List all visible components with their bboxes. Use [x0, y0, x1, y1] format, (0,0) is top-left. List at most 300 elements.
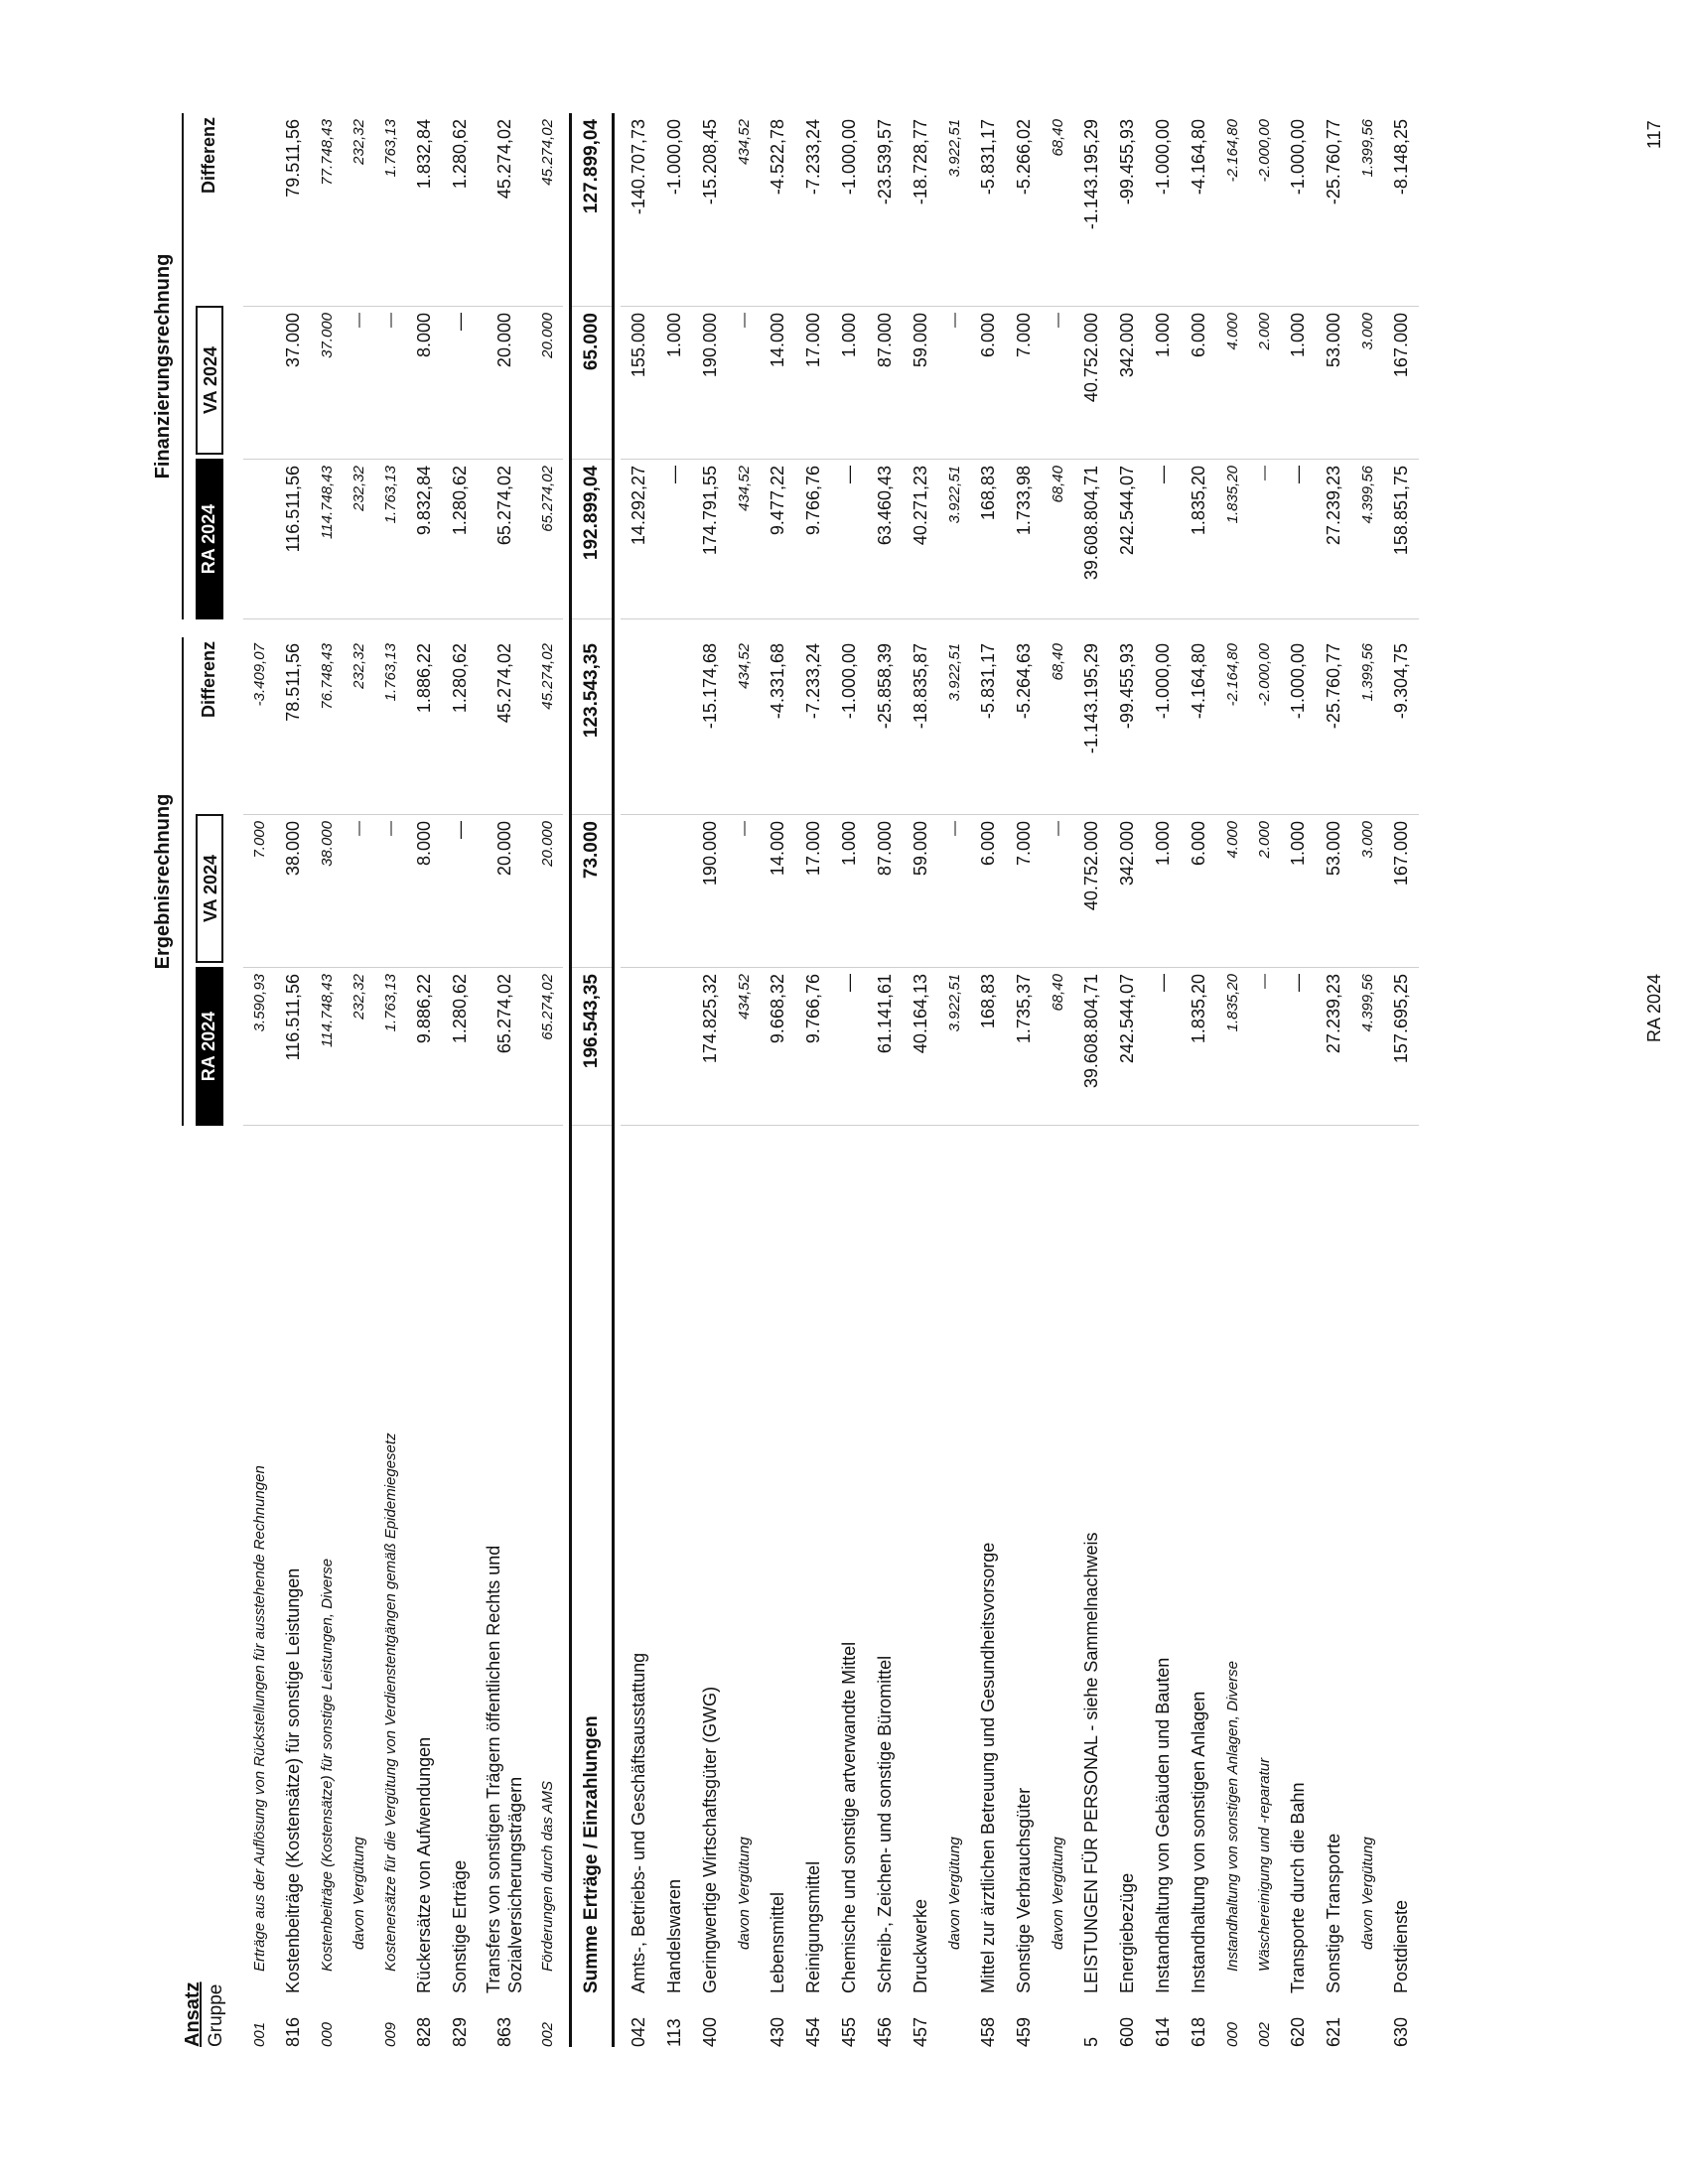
cell-va-ergebnis: 20.000 — [478, 814, 531, 963]
cell-ra-finanzierung: 3.922,51 — [938, 459, 970, 619]
cell-diff-ergebnis: -18.835,87 — [910, 643, 930, 730]
table-row — [1073, 113, 1109, 2047]
cell-va-ergebnis: 6.000 — [1181, 814, 1216, 963]
table-row — [1181, 113, 1216, 2047]
cell-ra-finanzierung: 4.399,56 — [1351, 459, 1383, 619]
cell-ra-ergebnis — [656, 967, 692, 1126]
row-label: davon Vergütung — [735, 1837, 753, 1950]
cell-diff-ergebnis: -1.000,00 — [1152, 643, 1173, 720]
cell-diff-ergebnis: 45.274,02 — [493, 643, 514, 724]
row-label-line2: Sozialversicherungsträgern — [505, 1776, 525, 1993]
cell-diff-finanzierung: -2.000,00 — [1255, 119, 1273, 183]
table-row — [621, 113, 656, 2047]
cell-va-ergebnis: 2.000 — [1248, 814, 1280, 963]
row-code: 000 — [1223, 2021, 1241, 2047]
table-row — [1383, 113, 1419, 2047]
cell-ra-ergebnis: 1.835,20 — [1216, 967, 1248, 1126]
table-row — [374, 113, 406, 2047]
cell-diff-ergebnis: 1.763,13 — [381, 643, 399, 702]
row-label-line1: Transfers von sonstigen Trägern öffentlichen Rechts und — [484, 1545, 503, 1993]
cell-ra-finanzierung: 40.271,23 — [903, 459, 938, 619]
row-label: davon Vergütung — [945, 1837, 963, 1950]
row-label: Förderungen durch das AMS — [538, 1780, 556, 1972]
cell-ra-ergebnis: 1.280,62 — [442, 967, 478, 1126]
row-label: Kostenbeiträge (Kostensätze) für sonstige Leistungen, Diverse — [318, 1558, 336, 1972]
table-row — [1351, 113, 1383, 2047]
cell-va-ergebnis: 1.000 — [1145, 814, 1181, 963]
cell-va-ergebnis: — — [1042, 814, 1073, 963]
cell-diff-ergebnis: -25.760,77 — [1323, 643, 1343, 730]
cell-ra-finanzierung: 9.832,84 — [406, 459, 442, 619]
cell-diff-finanzierung — [243, 113, 275, 302]
cell-va-ergebnis: — — [938, 814, 970, 963]
row-code — [572, 1997, 612, 2047]
cell-va-ergebnis: 7.000 — [1006, 814, 1042, 963]
table-row — [275, 113, 311, 2047]
cell-ra-finanzierung: 14.292,27 — [621, 459, 656, 619]
cell-diff-finanzierung: 1.399,56 — [1358, 119, 1376, 178]
cell-ra-finanzierung: — — [656, 459, 692, 619]
cell-diff-ergebnis: -5.831,17 — [977, 643, 998, 720]
row-code: 009 — [381, 2021, 399, 2047]
cell-diff-finanzierung: 1.832,84 — [413, 119, 434, 190]
cell-diff-ergebnis: 123.543,35 — [581, 643, 602, 739]
cell-ra-ergebnis: 68,40 — [1042, 967, 1073, 1126]
cell-va-ergebnis: 14.000 — [760, 814, 795, 963]
cell-va-ergebnis: 38.000 — [275, 814, 311, 963]
cell-va-finanzierung: 17.000 — [795, 306, 831, 455]
cell-va-finanzierung: 6.000 — [1181, 306, 1216, 455]
table-row — [243, 113, 275, 2047]
row-label: Wäschereinigung und -reparatur — [1255, 1757, 1273, 1972]
cell-ra-finanzierung: 1.835,20 — [1181, 459, 1216, 619]
cell-ra-ergebnis: — — [1248, 967, 1280, 1126]
cell-ra-ergebnis: 40.164,13 — [903, 967, 938, 1126]
row-label: davon Vergütung — [1049, 1837, 1066, 1950]
cell-ra-finanzierung: — — [1280, 459, 1316, 619]
cell-diff-finanzierung: -4.522,78 — [767, 119, 787, 196]
cell-diff-finanzierung: -15.208,45 — [699, 119, 720, 205]
cell-diff-ergebnis: 76.748,43 — [318, 643, 336, 710]
cell-diff-ergebnis: -9.304,75 — [1390, 643, 1411, 720]
row-code: 618 — [1188, 2016, 1208, 2047]
cell-va-ergebnis: 38.000 — [311, 814, 343, 963]
cell-diff-finanzierung: -1.000,00 — [1152, 119, 1173, 196]
row-code: 454 — [802, 2016, 823, 2047]
col-va-ergebnis: VA 2024 — [196, 814, 223, 963]
cell-va-ergebnis: — — [442, 814, 478, 963]
cell-va-ergebnis: — — [343, 814, 374, 963]
cell-va-ergebnis: 342.000 — [1109, 814, 1145, 963]
cell-diff-finanzierung: 45.274,02 — [493, 119, 514, 200]
cell-ra-ergebnis: 116.511,56 — [275, 967, 311, 1126]
cell-ra-ergebnis: 65.274,02 — [478, 967, 531, 1126]
cell-ra-ergebnis: 27.239,23 — [1316, 967, 1351, 1126]
cell-diff-finanzierung: -99.455,93 — [1116, 119, 1137, 205]
cell-va-ergebnis: 3.000 — [1351, 814, 1383, 963]
cell-diff-finanzierung: -4.164,80 — [1188, 119, 1208, 196]
cell-ra-ergebnis — [621, 967, 656, 1126]
cell-diff-ergebnis: -3.409,07 — [250, 643, 268, 707]
cell-ra-ergebnis: — — [831, 967, 867, 1126]
cell-diff-finanzierung: -5.266,02 — [1013, 119, 1034, 196]
cell-va-finanzierung: — — [728, 306, 760, 455]
cell-diff-finanzierung: -1.143.195,29 — [1080, 119, 1101, 230]
cell-va-finanzierung: 20.000 — [478, 306, 531, 455]
cell-diff-ergebnis: -7.233,24 — [802, 643, 823, 720]
section-ergebnisrechnung: Ergebnisrechnung — [146, 637, 184, 1126]
cell-va-ergebnis: 190.000 — [692, 814, 728, 963]
row-code: 002 — [1255, 2021, 1273, 2047]
cell-diff-finanzierung: -1.000,00 — [663, 119, 684, 196]
cell-va-finanzierung — [243, 306, 275, 455]
row-code: 430 — [767, 2016, 787, 2047]
cell-va-finanzierung: — — [1042, 306, 1073, 455]
cell-diff-ergebnis: 78.511,56 — [282, 643, 303, 722]
cell-ra-ergebnis: 9.668,32 — [760, 967, 795, 1126]
row-label: Summe Erträge / Einzahlungen — [581, 1715, 602, 1993]
cell-diff-finanzierung: 68,40 — [1049, 119, 1066, 157]
row-label: Instandhaltung von Gebäuden und Bauten — [1152, 1657, 1173, 1993]
cell-ra-finanzierung: 27.239,23 — [1316, 459, 1351, 619]
row-code: 455 — [838, 2016, 859, 2047]
cell-diff-ergebnis: -4.164,80 — [1188, 643, 1208, 720]
table-row — [478, 113, 531, 2047]
cell-diff-finanzierung: 434,52 — [735, 119, 753, 165]
cell-va-finanzierung: 1.000 — [831, 306, 867, 455]
cell-diff-ergebnis: 434,52 — [735, 643, 753, 689]
row-code: 620 — [1287, 2016, 1308, 2047]
row-code — [728, 1997, 760, 2047]
footer-report-label: RA 2024 — [1644, 973, 1664, 1042]
cell-va-ergebnis: 1.000 — [1280, 814, 1316, 963]
cell-ra-finanzierung: 158.851,75 — [1383, 459, 1419, 619]
row-label: Instandhaltung von sonstigen Anlagen, Diverse — [1223, 1661, 1241, 1972]
cell-diff-finanzierung: 1.280,62 — [449, 119, 470, 190]
row-code: 621 — [1323, 2016, 1343, 2047]
row-code: 5 — [1080, 2036, 1101, 2047]
cell-diff-ergebnis: 232,32 — [350, 643, 367, 689]
table-row — [343, 113, 374, 2047]
cell-ra-finanzierung — [243, 459, 275, 619]
cell-va-ergebnis: 4.000 — [1216, 814, 1248, 963]
row-code: 614 — [1152, 2016, 1173, 2047]
cell-ra-finanzierung: 1.280,62 — [442, 459, 478, 619]
cell-ra-ergebnis: — — [1145, 967, 1181, 1126]
cell-ra-ergebnis: 1.835,20 — [1181, 967, 1216, 1126]
row-label: davon Vergütung — [1358, 1837, 1376, 1950]
cell-va-ergebnis: 8.000 — [406, 814, 442, 963]
cell-ra-finanzierung: 1.835,20 — [1216, 459, 1248, 619]
cell-va-ergebnis: 7.000 — [243, 814, 275, 963]
cell-ra-ergebnis: 434,52 — [728, 967, 760, 1126]
col-ra-ergebnis: RA 2024 — [196, 967, 223, 1126]
cell-va-finanzierung: 37.000 — [311, 306, 343, 455]
row-code: 630 — [1390, 2016, 1411, 2047]
cell-diff-ergebnis — [656, 637, 692, 810]
row-code: 001 — [250, 2021, 268, 2047]
row-label: Schreib-, Zeichen- und sonstige Büromittel — [874, 1655, 895, 1993]
cell-va-ergebnis: 167.000 — [1383, 814, 1419, 963]
cell-va-ergebnis — [621, 814, 656, 963]
cell-va-ergebnis: 1.000 — [831, 814, 867, 963]
row-label: Postdienste — [1390, 1899, 1411, 1993]
col-ra-finanzierung: RA 2024 — [196, 459, 223, 619]
table-row — [795, 113, 831, 2047]
row-code — [1042, 1997, 1073, 2047]
cell-va-ergebnis: — — [728, 814, 760, 963]
cell-va-finanzierung: 1.000 — [1145, 306, 1181, 455]
cell-ra-ergebnis: 1.763,13 — [374, 967, 406, 1126]
cell-ra-ergebnis: 3.922,51 — [938, 967, 970, 1126]
cell-ra-finanzierung: 168,83 — [970, 459, 1006, 619]
cell-ra-finanzierung: 434,52 — [728, 459, 760, 619]
cell-diff-finanzierung: -18.728,77 — [910, 119, 930, 205]
cell-diff-finanzierung: 1.763,13 — [381, 119, 399, 178]
cell-diff-ergebnis: -1.000,00 — [1287, 643, 1308, 720]
cell-va-finanzierung: 59.000 — [903, 306, 938, 455]
row-label: Mittel zur ärztlichen Betreuung und Gesundheitsvorsorge — [977, 1542, 998, 1993]
row-label: Sonstige Erträge — [449, 1859, 470, 1993]
table-row — [867, 113, 903, 2047]
cell-diff-finanzierung: 232,32 — [350, 119, 367, 165]
row-label: Amts-, Betriebs- und Geschäftsausstattung — [628, 1652, 648, 1993]
cell-va-ergebnis: 73.000 — [572, 814, 612, 963]
cell-diff-finanzierung: -5.831,17 — [977, 119, 998, 196]
cell-va-finanzierung: 167.000 — [1383, 306, 1419, 455]
cell-ra-ergebnis: 9.886,22 — [406, 967, 442, 1126]
cell-va-finanzierung: 20.000 — [531, 306, 563, 455]
row-code: 863 — [493, 2016, 514, 2047]
cell-diff-finanzierung: -7.233,24 — [802, 119, 823, 196]
table-body — [243, 113, 1419, 2047]
cell-va-ergebnis: 59.000 — [903, 814, 938, 963]
cell-ra-ergebnis: 196.543,35 — [572, 967, 612, 1126]
cell-va-finanzierung: 8.000 — [406, 306, 442, 455]
table-row — [728, 113, 760, 2047]
cell-ra-finanzierung: — — [1248, 459, 1280, 619]
cell-diff-ergebnis: 1.280,62 — [449, 643, 470, 714]
cell-ra-finanzierung: 116.511,56 — [275, 459, 311, 619]
row-label: Rückersätze von Aufwendungen — [413, 1736, 434, 1993]
cell-va-finanzierung: 1.000 — [656, 306, 692, 455]
cell-va-finanzierung: 1.000 — [1280, 306, 1316, 455]
cell-va-finanzierung: 4.000 — [1216, 306, 1248, 455]
cell-va-finanzierung: — — [938, 306, 970, 455]
cell-va-finanzierung: 190.000 — [692, 306, 728, 455]
row-label: Geringwertige Wirtschaftsgüter (GWG) — [699, 1686, 720, 1993]
row-code: 400 — [699, 2016, 720, 2047]
row-label: Reinigungsmittel — [802, 1860, 823, 1993]
cell-diff-ergebnis: -25.858,39 — [874, 643, 895, 730]
cell-va-finanzierung: 87.000 — [867, 306, 903, 455]
cell-ra-finanzierung: 232,32 — [343, 459, 374, 619]
table-row — [1280, 113, 1316, 2047]
row-code: 000 — [318, 2021, 336, 2047]
cell-ra-finanzierung: — — [1145, 459, 1181, 619]
table-row — [1042, 113, 1073, 2047]
cell-ra-finanzierung: 65.274,02 — [531, 459, 563, 619]
cell-va-ergebnis: 17.000 — [795, 814, 831, 963]
cell-diff-ergebnis: 1.886,22 — [413, 643, 434, 714]
cell-diff-ergebnis: -1.000,00 — [838, 643, 859, 720]
cell-diff-ergebnis: -99.455,93 — [1116, 643, 1137, 730]
cell-diff-finanzierung: -140.707,73 — [628, 119, 648, 215]
cell-ra-ergebnis: 65.274,02 — [531, 967, 563, 1126]
cell-va-ergebnis: 20.000 — [531, 814, 563, 963]
row-label: LEISTUNGEN FÜR PERSONAL - siehe Sammelnachweis — [1080, 1532, 1101, 1993]
cell-va-ergebnis — [656, 814, 692, 963]
cell-diff-ergebnis: 1.399,56 — [1358, 643, 1376, 702]
cell-ra-finanzierung: 1.763,13 — [374, 459, 406, 619]
cell-va-finanzierung: 342.000 — [1109, 306, 1145, 455]
table-row — [569, 113, 615, 2047]
row-label: Druckwerke — [910, 1898, 930, 1993]
gruppe-heading: Gruppe — [206, 1983, 226, 2047]
cell-ra-finanzierung: 65.274,02 — [478, 459, 531, 619]
cell-va-ergebnis: — — [374, 814, 406, 963]
cell-ra-ergebnis: — — [1280, 967, 1316, 1126]
cell-ra-finanzierung: 68,40 — [1042, 459, 1073, 619]
cell-ra-finanzierung: 174.791,55 — [692, 459, 728, 619]
row-label — [478, 1130, 531, 1993]
cell-diff-finanzierung: -1.000,00 — [838, 119, 859, 196]
cell-va-ergebnis: 53.000 — [1316, 814, 1351, 963]
table-row — [442, 113, 478, 2047]
cell-ra-ergebnis: 39.608.804,71 — [1073, 967, 1109, 1126]
row-label: Sonstige Transporte — [1323, 1833, 1343, 1993]
col-diff-ergebnis: Differenz — [199, 641, 218, 719]
table-row — [311, 113, 343, 2047]
row-label: Kostenersätze für die Vergütung von Verdienstentgängen gemäß Epidemiegesetz — [381, 1433, 399, 1972]
row-code: 456 — [874, 2016, 895, 2047]
table-row — [1316, 113, 1351, 2047]
table-row — [1006, 113, 1042, 2047]
cell-va-finanzierung: 65.000 — [572, 306, 612, 455]
cell-diff-ergebnis: -15.174,68 — [699, 643, 720, 730]
row-code: 828 — [413, 2016, 434, 2047]
cell-diff-ergebnis: 68,40 — [1049, 643, 1066, 681]
cell-diff-ergebnis: -1.143.195,29 — [1080, 643, 1101, 754]
column-header-row — [184, 113, 243, 2047]
cell-va-finanzierung: 53.000 — [1316, 306, 1351, 455]
cell-ra-finanzierung: 1.733,98 — [1006, 459, 1042, 619]
table-row — [406, 113, 442, 2047]
row-label: Handelswaren — [663, 1878, 684, 1993]
cell-va-ergebnis: 87.000 — [867, 814, 903, 963]
cell-diff-ergebnis: 3.922,51 — [945, 643, 963, 702]
cell-diff-finanzierung: -8.148,25 — [1390, 119, 1411, 196]
row-code: 457 — [910, 2016, 930, 2047]
row-label: davon Vergütung — [350, 1837, 367, 1950]
table-row — [656, 113, 692, 2047]
cell-ra-ergebnis: 4.399,56 — [1351, 967, 1383, 1126]
section-finanzierungsrechnung: Finanzierungsrechnung — [146, 113, 184, 619]
row-code: 458 — [977, 2016, 998, 2047]
cell-ra-ergebnis: 9.766,76 — [795, 967, 831, 1126]
cell-ra-finanzierung: 9.477,22 — [760, 459, 795, 619]
cell-ra-finanzierung: 9.766,76 — [795, 459, 831, 619]
table-row — [760, 113, 795, 2047]
cell-diff-finanzierung: 127.899,04 — [581, 119, 602, 214]
row-code: 459 — [1013, 2016, 1034, 2047]
cell-diff-finanzierung: -25.760,77 — [1323, 119, 1343, 205]
row-code: 002 — [538, 2021, 556, 2047]
row-code: 042 — [628, 2016, 648, 2047]
cell-ra-finanzierung: 192.899,04 — [572, 459, 612, 619]
cell-diff-ergebnis: 45.274,02 — [538, 643, 556, 710]
cell-va-finanzierung: — — [374, 306, 406, 455]
table-row — [970, 113, 1006, 2047]
row-label: Erträge aus der Auflösung von Rückstellungen für ausstehende Rechnungen — [250, 1465, 268, 1972]
cell-ra-finanzierung: 242.544,07 — [1109, 459, 1145, 619]
cell-diff-finanzierung: 3.922,51 — [945, 119, 963, 178]
row-label: Lebensmittel — [767, 1891, 787, 1993]
cell-ra-ergebnis: 1.735,37 — [1006, 967, 1042, 1126]
cell-ra-ergebnis: 157.695,25 — [1383, 967, 1419, 1126]
row-label: Kostenbeiträge (Kostensätze) für sonstige Leistungen — [282, 1568, 303, 1993]
row-code — [938, 1997, 970, 2047]
cell-ra-finanzierung: 63.460,43 — [867, 459, 903, 619]
cell-va-finanzierung: 2.000 — [1248, 306, 1280, 455]
cell-ra-ergebnis: 242.544,07 — [1109, 967, 1145, 1126]
table-row — [531, 113, 563, 2047]
table-row — [1216, 113, 1248, 2047]
row-label: Energiebezüge — [1116, 1872, 1137, 1993]
row-label: Transporte durch die Bahn — [1287, 1782, 1308, 1993]
cell-va-finanzierung: 40.752.000 — [1073, 306, 1109, 455]
row-code: 113 — [663, 2018, 684, 2047]
cell-va-finanzierung: 37.000 — [275, 306, 311, 455]
cell-va-ergebnis: 6.000 — [970, 814, 1006, 963]
cell-diff-finanzierung: -2.164,80 — [1223, 119, 1241, 183]
row-code — [1351, 1997, 1383, 2047]
row-code: 600 — [1116, 2016, 1137, 2047]
page-number: 117 — [1644, 120, 1664, 149]
cell-ra-ergebnis: 114.748,43 — [311, 967, 343, 1126]
col-diff-finanzierung: Differenz — [199, 117, 218, 195]
cell-diff-finanzierung: 79.511,56 — [282, 119, 303, 198]
cell-ra-ergebnis: 3.590,93 — [243, 967, 275, 1126]
cell-va-finanzierung: 14.000 — [760, 306, 795, 455]
table-row — [938, 113, 970, 2047]
cell-va-finanzierung: 3.000 — [1351, 306, 1383, 455]
cell-va-finanzierung: 6.000 — [970, 306, 1006, 455]
cell-diff-ergebnis: -2.164,80 — [1223, 643, 1241, 707]
cell-ra-finanzierung: 39.608.804,71 — [1073, 459, 1109, 619]
cell-diff-finanzierung: -23.539,57 — [874, 119, 895, 205]
cell-diff-ergebnis: -2.000,00 — [1255, 643, 1273, 707]
row-code: 829 — [449, 2016, 470, 2047]
cell-va-ergebnis: 40.752.000 — [1073, 814, 1109, 963]
cell-ra-ergebnis: 174.825,32 — [692, 967, 728, 1126]
cell-ra-ergebnis: 61.141,61 — [867, 967, 903, 1126]
col-va-finanzierung: VA 2024 — [196, 306, 223, 455]
cell-va-finanzierung: 7.000 — [1006, 306, 1042, 455]
row-label: Instandhaltung von sonstigen Anlagen — [1188, 1691, 1208, 1993]
row-code — [343, 1997, 374, 2047]
cell-diff-finanzierung: 45.274,02 — [538, 119, 556, 186]
cell-diff-ergebnis: -4.331,68 — [767, 643, 787, 720]
cell-ra-finanzierung: 114.748,43 — [311, 459, 343, 619]
table-row — [903, 113, 938, 2047]
cell-va-finanzierung: — — [343, 306, 374, 455]
table-row — [1248, 113, 1280, 2047]
cell-diff-finanzierung: 77.748,43 — [318, 119, 336, 186]
cell-ra-ergebnis: 232,32 — [343, 967, 374, 1126]
table-row — [1145, 113, 1181, 2047]
ansatz-heading: Ansatz — [182, 1981, 204, 2047]
